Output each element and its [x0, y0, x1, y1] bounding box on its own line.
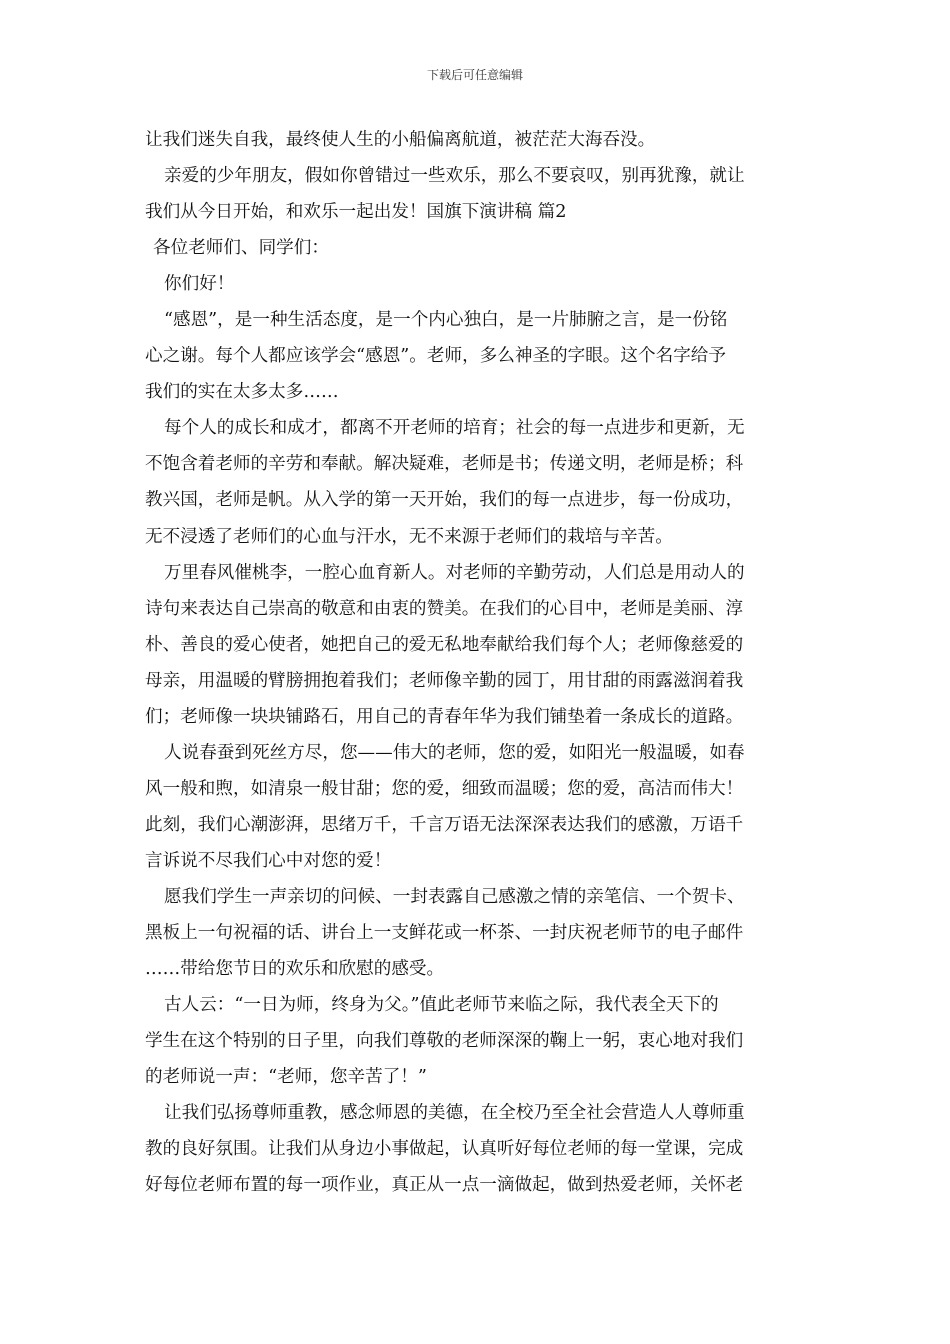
- text-line: 我们的实在太多太多……: [145, 382, 339, 403]
- text-line: 学生在这个特别的日子里，向我们尊敬的老师深深的鞠上一躬，衷心地对我们: [145, 1031, 744, 1052]
- text-line: 黑板上一句祝福的话、讲台上一支鲜花或一杯茶、一封庆祝老师节的电子邮件: [145, 923, 744, 944]
- text-line: 诗句来表达自己崇高的敬意和由衷的赞美。在我们的心目中，老师是美丽、淳: [145, 598, 744, 619]
- text-line: 每个人的成长和成才，都离不开老师的培育；社会的每一点进步和更新，无: [164, 418, 745, 439]
- text-line: ……带给您节日的欢乐和欣慰的感受。: [145, 959, 445, 980]
- text-line: 愿我们学生一声亲切的问候、一封表露自己感激之情的亲笔信、一个贺卡、: [164, 886, 745, 907]
- text-line: 亲爱的少年朋友，假如你曾错过一些欢乐，那么不要哀叹，别再犹豫，就让: [164, 166, 745, 187]
- text-line: “感恩”，是一种生活态度，是一个内心独白，是一片肺腑之言，是一份铭: [164, 310, 728, 331]
- text-line: 母亲，用温暖的臂膀拥抱着我们；老师像辛勤的园丁，用甘甜的雨露滋润着我: [145, 670, 744, 691]
- text-line: 教兴国，老师是帆。从入学的第一天开始，我们的每一点进步，每一份成功，: [145, 490, 744, 511]
- text-line: 朴、善良的爱心使者，她把自己的爱无私地奉献给我们每个人；老师像慈爱的: [145, 634, 744, 655]
- text-line: 此刻，我们心潮澎湃，思绪万千，千言万语无法深深表达我们的感激，万语千: [145, 814, 744, 835]
- text-line: 言诉说不尽我们心中对您的爱！: [145, 850, 392, 871]
- text-line: 教的良好氛围。让我们从身边小事做起，认真听好每位老师的每一堂课，完成: [145, 1139, 744, 1160]
- text-line: 无不浸透了老师们的心血与汗水，无不来源于老师们的栽培与辛苦。: [145, 526, 673, 547]
- text-line: 我们从今日开始，和欢乐一起出发！国旗下演讲稿 篇2: [145, 202, 567, 223]
- text-line: 风一般和煦，如清泉一般甘甜；您的爱，细致而温暖；您的爱，高洁而伟大！: [145, 778, 744, 799]
- text-line: 不饱含着老师的辛劳和奉献。解决疑难，老师是书；传递文明，老师是桥；科: [145, 454, 744, 475]
- text-line: 万里春风催桃李，一腔心血育新人。对老师的辛勤劳动，人们总是用动人的: [164, 562, 745, 583]
- text-line: 的老师说一声：“老师，您辛苦了！”: [145, 1067, 427, 1088]
- text-line: 人说春蚕到死丝方尽，您——伟大的老师，您的爱，如阳光一般温暖，如春: [164, 742, 745, 763]
- text-line: 们；老师像一块块铺路石，用自己的青春年华为我们铺垫着一条成长的道路。: [145, 706, 744, 727]
- text-line: 心之谢。每个人都应该学会“感恩”。老师，多么神圣的字眼。这个名字给予: [145, 346, 726, 367]
- text-line: 让我们迷失自我，最终使人生的小船偏离航道，被茫茫大海吞没。: [145, 130, 656, 150]
- text-line: 让我们弘扬尊师重教，感念师恩的美德，在全校乃至全社会营造人人尊师重: [164, 1103, 745, 1124]
- text-line: 古人云：“一日为师，终身为父。”值此老师节来临之际，我代表全天下的: [164, 995, 719, 1016]
- text-line: 你们好！: [164, 274, 235, 295]
- page-header: 下载后可任意编辑: [426, 68, 523, 82]
- text-line: 各位老师们、同学们：: [153, 238, 329, 259]
- document-body: [145, 122, 810, 1203]
- text-line: 好每位老师布置的每一项作业，真正从一点一滴做起，做到热爱老师，关怀老: [145, 1175, 744, 1196]
